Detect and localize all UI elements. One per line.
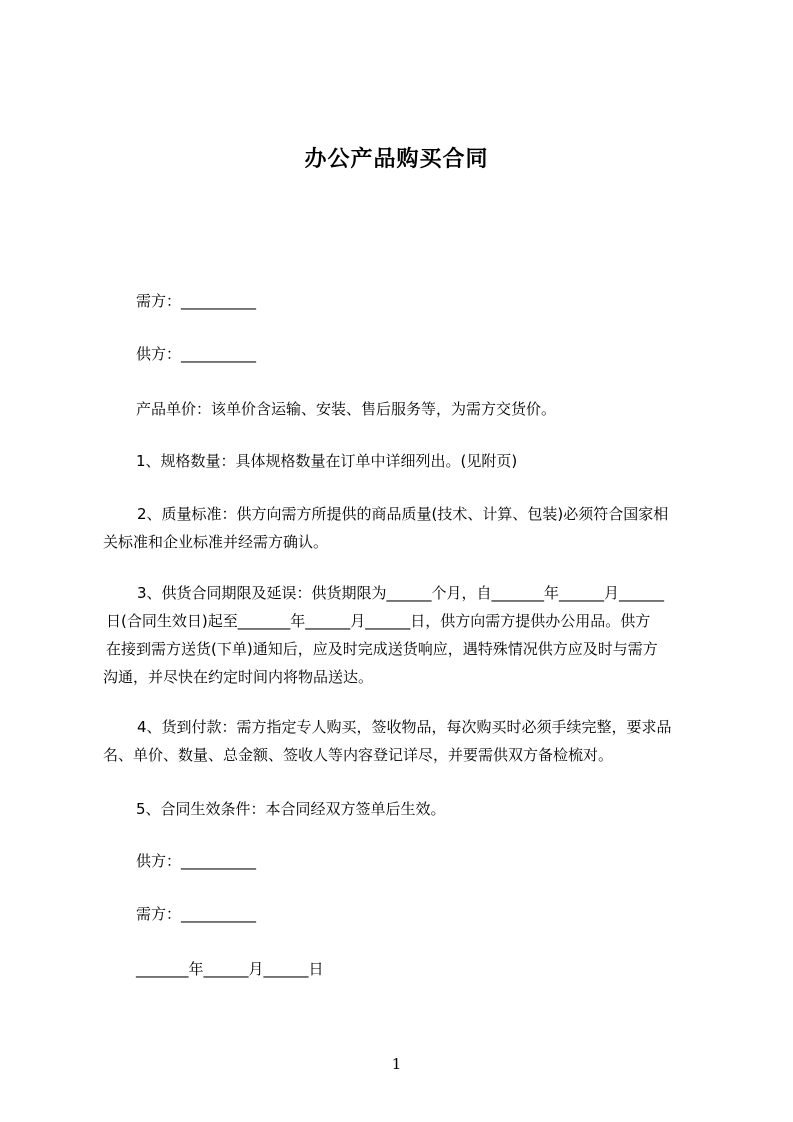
clause-supply-line-3: 在接到需方送货(下单)通知后，应及时完成送货响应，遇特殊情况供方应及时与需方	[106, 640, 658, 658]
signature-supplier-field: 供方：__________	[136, 852, 257, 870]
clause-supply-line-2: 日(合同生效日)起至_______年______月______日，供方向需方提供办公用品。供方	[106, 612, 651, 630]
buyer-field: 需方：__________	[136, 292, 257, 310]
clause-quality-standard	[103, 500, 715, 556]
document-title: 办公产品购买合同	[304, 147, 489, 172]
clause-quality-line-1: 2、质量标准：供方向需方所提供的商品质量(技术、计算、包装)必须符合国家相	[137, 505, 669, 523]
clause-supply-term	[103, 579, 715, 691]
unit-price-clause: 产品单价：该单价含运输、安装、售后服务等，为需方交货价。	[136, 400, 557, 418]
clause-effective-conditions: 5、合同生效条件：本合同经双方签单后生效。	[136, 800, 446, 818]
clause-payment-line-1: 4、货到付款：需方指定专人购买，签收物品，每次购买时必须手续完整，要求品	[137, 718, 672, 736]
clause-supply-line-1: 3、供货合同期限及延误：供货期限为______个月，自_______年______月______	[137, 584, 665, 602]
clause-supply-line-4: 沟通，并尽快在约定时间内将物品送达。	[103, 668, 374, 686]
signature-buyer-field: 需方：__________	[136, 905, 257, 923]
clause-payment-line-2: 名、单价、数量、总金额、签收人等内容登记详尽，并要需供双方备检梳对。	[103, 746, 614, 764]
clause-quality-line-2: 关标准和企业标准并经需方确认。	[103, 533, 329, 551]
page-number: 1	[391, 1055, 402, 1073]
clause-specification-quantity: 1、规格数量：具体规格数量在订单中详细列出。(见附页)	[136, 452, 518, 470]
clause-payment	[103, 713, 715, 769]
signature-date-field: _______年______月______日	[136, 960, 324, 978]
supplier-field: 供方：__________	[136, 345, 257, 363]
